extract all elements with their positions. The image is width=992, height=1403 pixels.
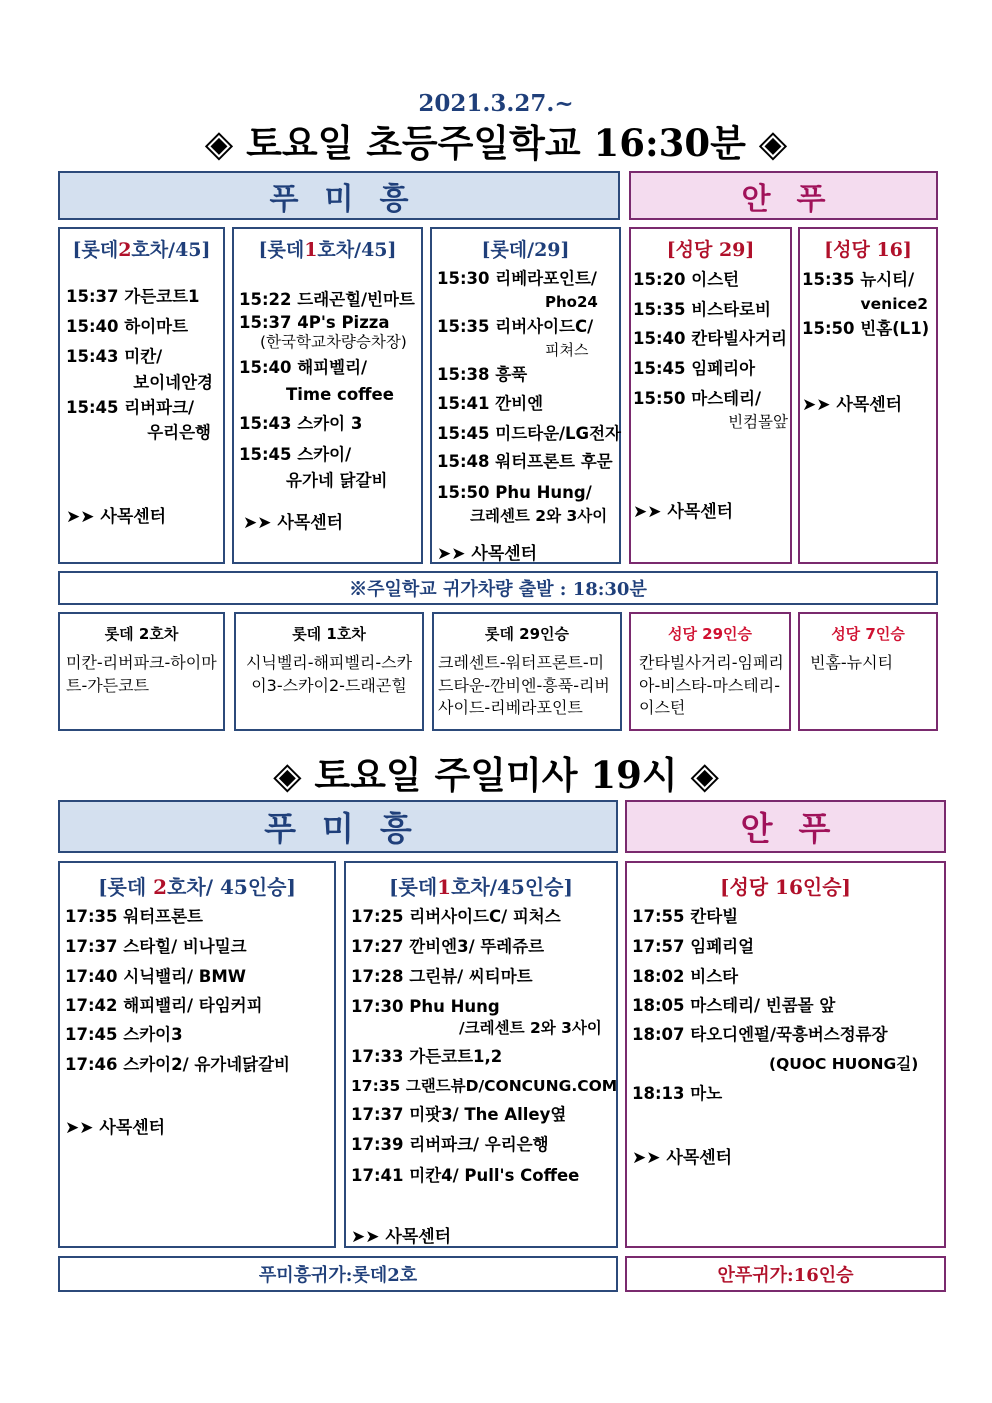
destination-label: ➤➤ 사목센터 xyxy=(633,502,734,522)
stop-line: 15:43 미칸/ xyxy=(66,347,163,366)
stop-line: 17:57 임페리얼 xyxy=(632,937,755,956)
stop-line: 18:07 타오디엔펄/꾹흥버스정류장 xyxy=(632,1025,888,1044)
destination-label: ➤➤ 사목센터 xyxy=(65,1118,166,1138)
route-title: [롯데1호차/45] xyxy=(258,239,397,261)
destination-label: ➤➤ 사목센터 xyxy=(66,507,167,527)
stop-line: 15:50 마스테리/ xyxy=(633,389,762,408)
mass-route-box-lotte-1 xyxy=(344,861,618,1248)
route-title: [롯데 2호차/ 45인승] xyxy=(98,875,296,899)
stop-line: 15:37 4P's Pizza xyxy=(239,313,390,332)
stop-line: 15:22 드래곤힐/빈마트 xyxy=(239,290,415,309)
return-route-title: 롯데 2호차 xyxy=(104,625,179,643)
return-route-text: 시닉벨리-해피벨리-스카이3-스카이2-드래곤힐 xyxy=(245,653,413,695)
stop-line: 15:41 깐비엔 xyxy=(437,394,544,413)
stop-line: 18:05 마스테리/ 빈콤몰 앞 xyxy=(632,996,836,1015)
stop-line: 17:45 스카이3 xyxy=(65,1025,183,1044)
date-label: 2021.3.27.~ xyxy=(418,90,574,117)
stop-line: 17:42 해피밸리/ 타임커피 xyxy=(65,996,263,1015)
return-route-title: 롯데 1호차 xyxy=(292,625,366,643)
stop-line: 보이네안경 xyxy=(133,373,213,392)
stop-line: 17:35 워터프론트 xyxy=(65,907,203,926)
stop-line: Time coffee xyxy=(286,385,394,404)
stop-line: 17:35 그랜드뷰D/CONCUNG.COM xyxy=(351,1077,618,1095)
return-route-lotte-1 xyxy=(234,612,424,731)
return-route-title: 롯데 29인승 xyxy=(484,625,570,643)
stop-line: 15:45 리버파크/ xyxy=(66,398,195,417)
return-route-text: 미칸-리버파크-하이마트-가든코트 xyxy=(66,653,217,695)
destination-label: ➤➤ 사목센터 xyxy=(802,395,903,415)
stop-line: 18:13 마노 xyxy=(632,1084,723,1103)
stop-line: 15:45 임페리아 xyxy=(633,359,756,378)
section2-title: ◈ 토요일 주일미사 19시 ◈ xyxy=(273,753,719,797)
stop-line: Pho24 xyxy=(545,293,598,311)
stop-line: 15:38 흥푹 xyxy=(437,365,528,384)
stop-line: 15:35 뉴시티/ xyxy=(802,270,915,289)
stop-line: 17:27 깐비엔3/ 뚜레쥬르 xyxy=(351,937,545,956)
stop-line: (QUOC HUONG길) xyxy=(769,1055,919,1073)
route-box-lotte-2 xyxy=(58,227,225,564)
stop-line: 15:50 빈홈(L1) xyxy=(802,319,930,338)
stop-line: 15:40 칸타빌사거리 xyxy=(633,329,787,348)
section1-right-header: 안푸 xyxy=(629,171,938,220)
return-route-church-29 xyxy=(629,612,791,731)
left-return-label: 푸미흥귀가:롯데2호 xyxy=(58,1256,618,1292)
stop-line: 15:48 워터프론트 후문 xyxy=(437,452,613,471)
stop-line: 17:28 그린뷰/ 씨티마트 xyxy=(351,967,533,986)
stop-line: (한국학교차량승차장) xyxy=(260,333,407,351)
route-title: [롯데/29] xyxy=(481,239,570,261)
stop-line: 17:41 미칸4/ Pull's Coffee xyxy=(351,1166,580,1185)
mass-route-box-lotte-2 xyxy=(58,861,336,1248)
stop-line: 피쳐스 xyxy=(545,341,589,359)
stop-line: 빈컴몰앞 xyxy=(728,413,788,431)
section2-right-header: 안푸 xyxy=(625,800,946,853)
route-title: [롯데1호차/45인승] xyxy=(389,875,573,899)
route-box-church-29 xyxy=(629,227,792,564)
stop-line: 18:02 비스타 xyxy=(632,967,739,986)
route-title: [성당 29] xyxy=(666,239,755,261)
stop-line: 15:45 스카이/ xyxy=(239,445,352,464)
stop-line: 15:40 하이마트 xyxy=(66,317,189,336)
section1-title: ◈ 토요일 초등주일학교 16:30분 ◈ xyxy=(204,121,788,165)
stop-line: 15:45 미드타운/LG전자 xyxy=(437,424,621,443)
stop-line: 17:30 Phu Hung xyxy=(351,997,500,1016)
stop-line: 15:35 리버사이드C/ xyxy=(437,317,594,336)
stop-line: 17:40 시닉밸리/ BMW xyxy=(65,967,246,986)
right-return-label: 안푸귀가:16인승 xyxy=(625,1256,946,1292)
stop-line: 크레센트 2와 3사이 xyxy=(470,507,608,525)
return-departure-banner: ※주일학교 귀가차량 출발 : 18:30분 xyxy=(58,571,938,605)
return-route-title: 성당 7인승 xyxy=(831,625,905,643)
route-title: [성당 16] xyxy=(824,239,912,261)
mass-route-box-church-16 xyxy=(625,861,946,1248)
stop-line: 유가네 닭갈비 xyxy=(286,471,388,490)
route-box-lotte-29 xyxy=(430,227,621,564)
stop-line: 17:33 가든코트1,2 xyxy=(351,1047,503,1066)
stop-line: 17:25 리버사이드C/ 피처스 xyxy=(351,907,561,926)
route-box-church-16 xyxy=(798,227,938,564)
stop-line: 15:37 가든코트1 xyxy=(66,287,200,306)
destination-label: ➤➤ 사목센터 xyxy=(437,544,538,564)
route-title: [성당 16인승] xyxy=(719,875,851,899)
stop-line: 17:39 리버파크/ 우리은행 xyxy=(351,1135,549,1154)
route-title: [롯데2호차/45] xyxy=(72,239,211,261)
stop-line: 17:55 칸타빌 xyxy=(632,907,739,926)
destination-label: ➤➤ 사목센터 xyxy=(243,513,344,533)
stop-line: 17:46 스카이2/ 유가네닭갈비 xyxy=(65,1055,290,1074)
stop-line: 17:37 스타힐/ 비나밀크 xyxy=(65,937,247,956)
stop-line: 17:37 미팟3/ The Alley옆 xyxy=(351,1105,567,1124)
stop-line: 15:20 이스턴 xyxy=(633,270,740,289)
route-box-lotte-1 xyxy=(232,227,423,564)
stop-line: 15:35 비스타로비 xyxy=(633,300,771,319)
return-route-church-7 xyxy=(798,612,938,731)
stop-line: /크레센트 2와 3사이 xyxy=(459,1019,602,1037)
return-route-title: 성당 29인승 xyxy=(667,625,753,643)
destination-label: ➤➤ 사목센터 xyxy=(351,1227,452,1247)
section2-left-header: 푸미흥 xyxy=(58,800,618,853)
return-route-text: 빈홈-뉴시티 xyxy=(810,653,894,672)
stop-line: 15:43 스카이 3 xyxy=(239,414,363,433)
return-route-text: 크레센트-워터프론트-미드타운-깐비엔-흥푹-리버사이드-리베라포인트 xyxy=(438,653,610,718)
return-route-lotte-29 xyxy=(432,612,622,731)
stop-line: 15:50 Phu Hung/ xyxy=(437,483,592,502)
destination-label: ➤➤ 사목센터 xyxy=(632,1148,733,1168)
stop-line: 우리은행 xyxy=(147,423,211,442)
section1-left-header: 푸미흥 xyxy=(58,171,620,220)
stop-line: 15:30 리베라포인트/ xyxy=(437,269,597,288)
stop-line: venice2 xyxy=(860,295,928,313)
stop-line: 15:40 해피벨리/ xyxy=(239,358,368,377)
return-route-text: 칸타빌사거리-임페리아-비스타-마스테리-이스턴 xyxy=(639,653,784,718)
return-route-lotte-2 xyxy=(58,612,225,731)
